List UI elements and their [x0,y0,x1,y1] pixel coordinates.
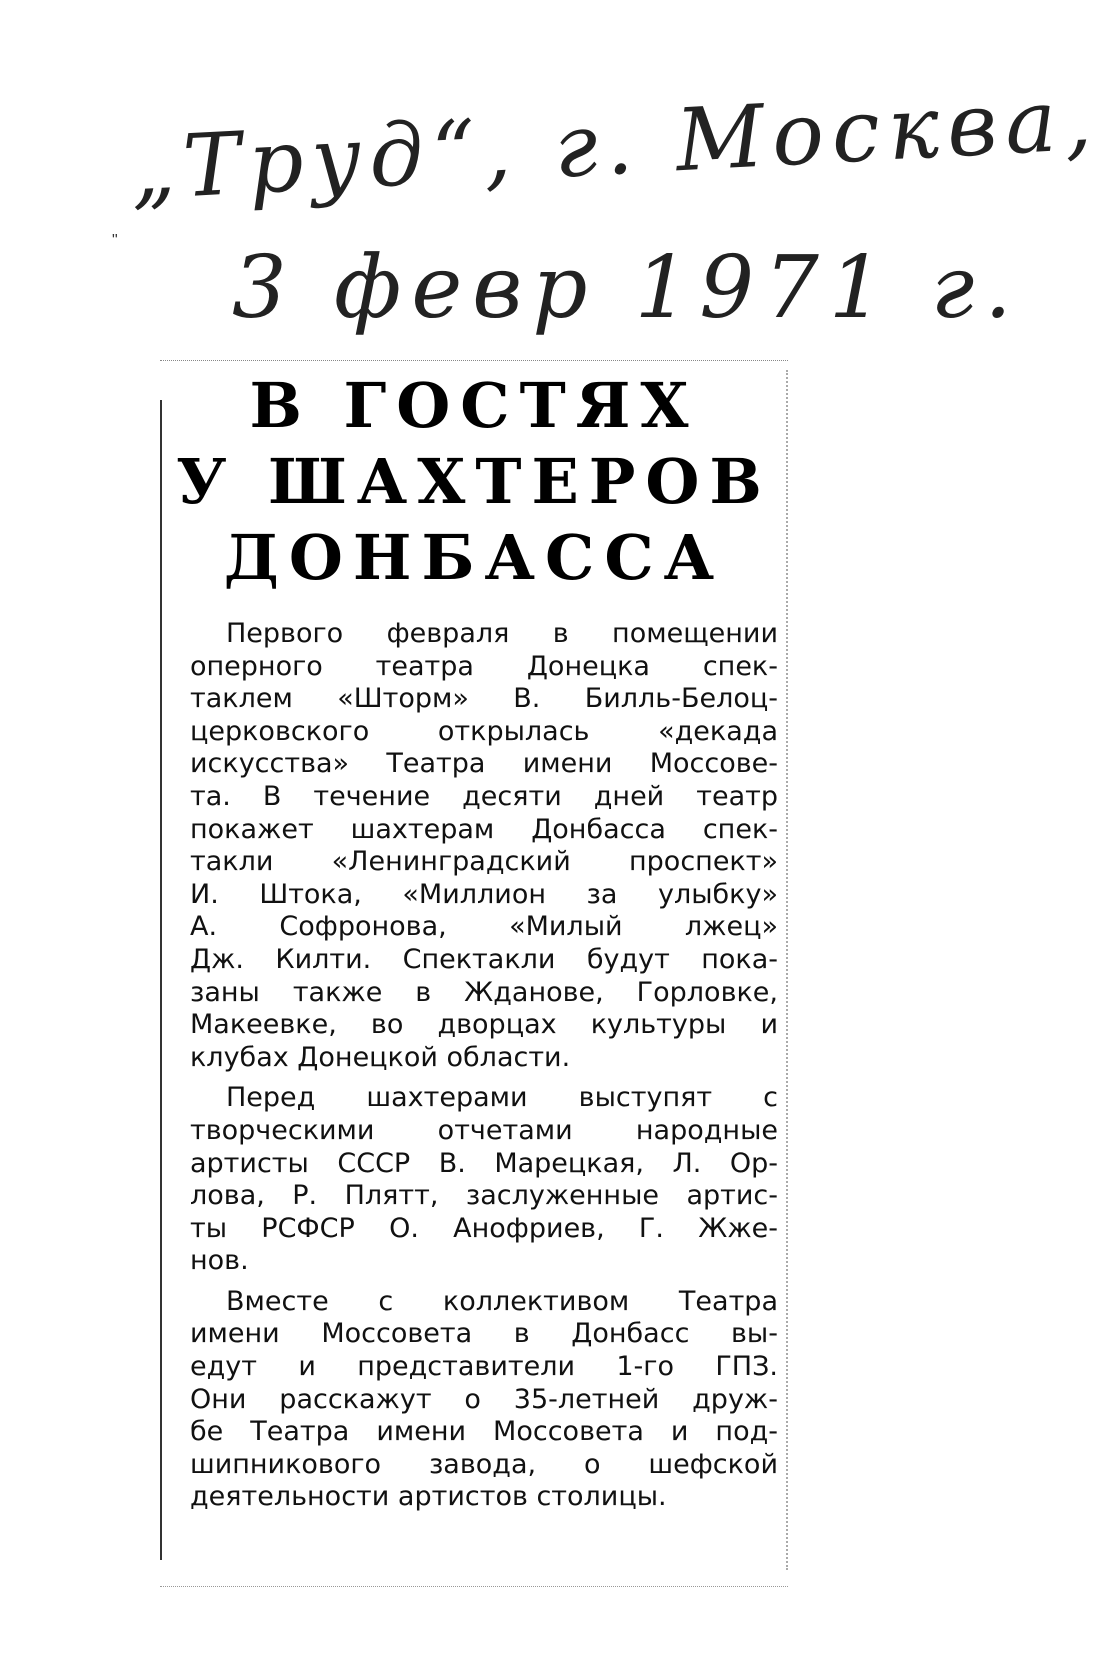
article-line: Они расскажут о 35-летней друж- [190,1383,778,1415]
article-line: деятельности артистов столицы. [190,1481,667,1513]
article-line: лова, Р. Плятт, заслуженные артис- [190,1180,778,1212]
article-line: таклем «Шторм» В. Билль-Белоц- [190,683,778,715]
paragraph-gap [190,1278,778,1286]
handwritten-annotation [0,0,1102,360]
article-line: Макеевке, во дворцах культуры и [190,1009,778,1041]
margin-mark: " [112,232,118,249]
article-line: Первого февраля в помещении [226,618,778,649]
article-paragraph [190,1082,778,1278]
handwritten-date: 3 февр 1971 г. [232,238,1022,338]
clipping-left-rule [160,400,162,1560]
article-line: та. В течение десяти дней театр [190,780,778,812]
headline-line-1: В ГОСТЯХ [249,369,699,442]
article-line: едут и представители 1-го ГПЗ. [190,1351,778,1383]
article-line: имени Моссовета в Донбасс вы- [190,1318,778,1350]
article-headline [168,368,780,596]
handwritten-source: „Труд“, г. Москва, [128,69,1102,220]
article-line: артисты СССР В. Марецкая, Л. Ор- [190,1147,778,1179]
headline-line-2: У ШАХТЕРОВ [176,445,772,518]
article-line: искусства» Театра имени Моссове- [190,748,778,780]
headline-line-3: ДОНБАССА [223,521,725,594]
article-line: А. Софронова, «Милый лжец» [190,911,778,943]
article-line: шипникового завода, о шефской [190,1448,778,1480]
paragraph-gap [190,1074,778,1082]
article-line: Дж. Килти. Спектакли будут пока- [190,943,778,975]
article-line: И. Штока, «Миллион за улыбку» [190,878,778,910]
article-line: ты РСФСР О. Анофриев, Г. Жже- [190,1212,778,1244]
article-line: бе Театра имени Моссовета и под- [190,1416,778,1448]
article-line: заны также в Жданове, Горловке, [190,976,778,1008]
article-paragraph [190,1286,778,1514]
article-line: творческими отчетами народные [190,1114,778,1146]
article-line: Перед шахтерами выступят с [226,1082,778,1114]
article-line: клубах Донецкой области. [190,1041,571,1073]
article-line: такли «Ленинградский проспект» [190,846,778,878]
clipping-right-edge [786,370,790,1570]
article-line: Вместе с коллективом Театра [226,1285,778,1317]
article-paragraph [190,618,778,1074]
article-line: церковского открылась «декада [190,715,778,747]
article-line: нов. [190,1245,249,1277]
article-line: оперного театра Донецка спек- [190,650,778,682]
article-line: покажет шахтерам Донбасса спек- [190,813,778,845]
article-body [190,618,778,1514]
